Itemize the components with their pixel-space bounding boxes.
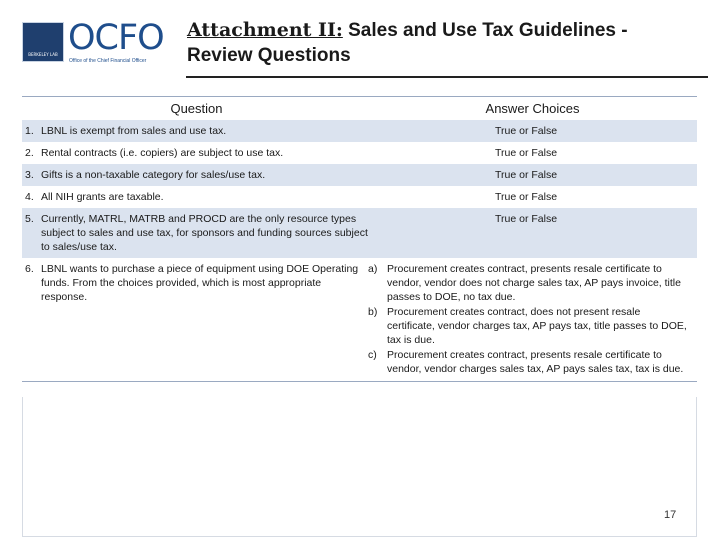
- question-wrap: [25, 168, 368, 182]
- question-number: 2.: [25, 147, 34, 159]
- question-number: 1.: [25, 125, 34, 137]
- question-cell: [22, 120, 368, 142]
- question-text: LBNL is exempt from sales and use tax.: [41, 125, 227, 137]
- question-text: Rental contracts (i.e. copiers) are subject to use tax.: [41, 147, 284, 159]
- answer-cell: [368, 142, 697, 164]
- table-row: [22, 164, 697, 186]
- choice-text: Procurement creates contract, presents resale certificate to vendor, vendor does not charge sales tax, AP pays invoice, title passes to DOE, no tax due.: [387, 263, 681, 303]
- question-text: Currently, MATRL, MATRB and PROCD are the only resource types subject to sales and use tax, for sponsors and funding sources subject to sales/use tax.: [41, 213, 368, 253]
- question-cell: [22, 142, 368, 164]
- title-prefix: Attachment II:: [187, 19, 343, 41]
- question-text: All NIH grants are taxable.: [41, 191, 164, 203]
- question-column-header: Question: [22, 97, 368, 121]
- page-number: 17: [664, 509, 677, 521]
- answer-column-header: Answer Choices: [368, 97, 697, 121]
- answer-cell: [368, 208, 697, 258]
- answer-text: True or False: [495, 125, 558, 137]
- title-line2: Review Questions: [187, 45, 351, 66]
- question-cell: [22, 186, 368, 208]
- review-questions-table: [22, 96, 697, 382]
- table-body: [22, 120, 697, 382]
- answer-cell: [368, 186, 697, 208]
- answer-cell: [368, 120, 697, 142]
- answer-choice: [368, 262, 689, 304]
- seal-text: BERKELEY LAB: [28, 52, 58, 57]
- choice-label: b): [368, 306, 378, 318]
- answer-text: True or False: [495, 169, 558, 181]
- choice-label: a): [368, 263, 378, 275]
- brand-subtitle: Office of the Chief Financial Officer: [69, 58, 147, 64]
- content-frame: [22, 397, 697, 537]
- choice-label: c): [368, 349, 377, 361]
- table-row: [22, 208, 697, 258]
- question-wrap: [25, 124, 368, 138]
- question-text: Gifts is a non-taxable category for sales/use tax.: [41, 169, 266, 181]
- question-cell: [22, 258, 368, 382]
- choice-text: Procurement creates contract, presents resale certificate to vendor, vendor charges sales tax, AP pays sales tax, tax is due.: [387, 349, 684, 375]
- question-wrap: [25, 262, 368, 304]
- table-row: [22, 186, 697, 208]
- question-wrap: [25, 212, 368, 254]
- answer-choice-list: [368, 262, 697, 376]
- table-row: [22, 142, 697, 164]
- question-wrap: [25, 146, 368, 160]
- answer-choice: [368, 305, 689, 347]
- answer-cell: [368, 258, 697, 382]
- answer-text: True or False: [495, 191, 558, 203]
- answer-cell: [368, 164, 697, 186]
- brand-wordmark: OCFO: [68, 18, 164, 58]
- title-divider: [186, 76, 708, 78]
- question-number: 6.: [25, 263, 34, 275]
- table-row: [22, 120, 697, 142]
- question-text: LBNL wants to purchase a piece of equipment using DOE Operating funds. From the choices provided, which is most appropriate response.: [41, 263, 359, 303]
- question-cell: [22, 208, 368, 258]
- answer-choice: [368, 348, 689, 376]
- title-rest: Sales and Use Tax Guidelines -: [342, 20, 628, 41]
- question-number: 5.: [25, 213, 34, 225]
- ocfo-logo: [22, 18, 164, 66]
- question-number: 4.: [25, 191, 34, 203]
- choice-text: Procurement creates contract, does not present resale certificate, vendor charges tax, AP pays tax, title passes to DOE, tax is due.: [387, 306, 687, 346]
- answer-text: True or False: [495, 147, 558, 159]
- table-row: [22, 258, 697, 382]
- question-cell: [22, 164, 368, 186]
- answer-text: True or False: [495, 213, 558, 225]
- question-number: 3.: [25, 169, 34, 181]
- table-header-row: [22, 97, 697, 121]
- page-title: [187, 18, 707, 68]
- question-wrap: [25, 190, 368, 204]
- berkeley-lab-seal: [22, 22, 64, 62]
